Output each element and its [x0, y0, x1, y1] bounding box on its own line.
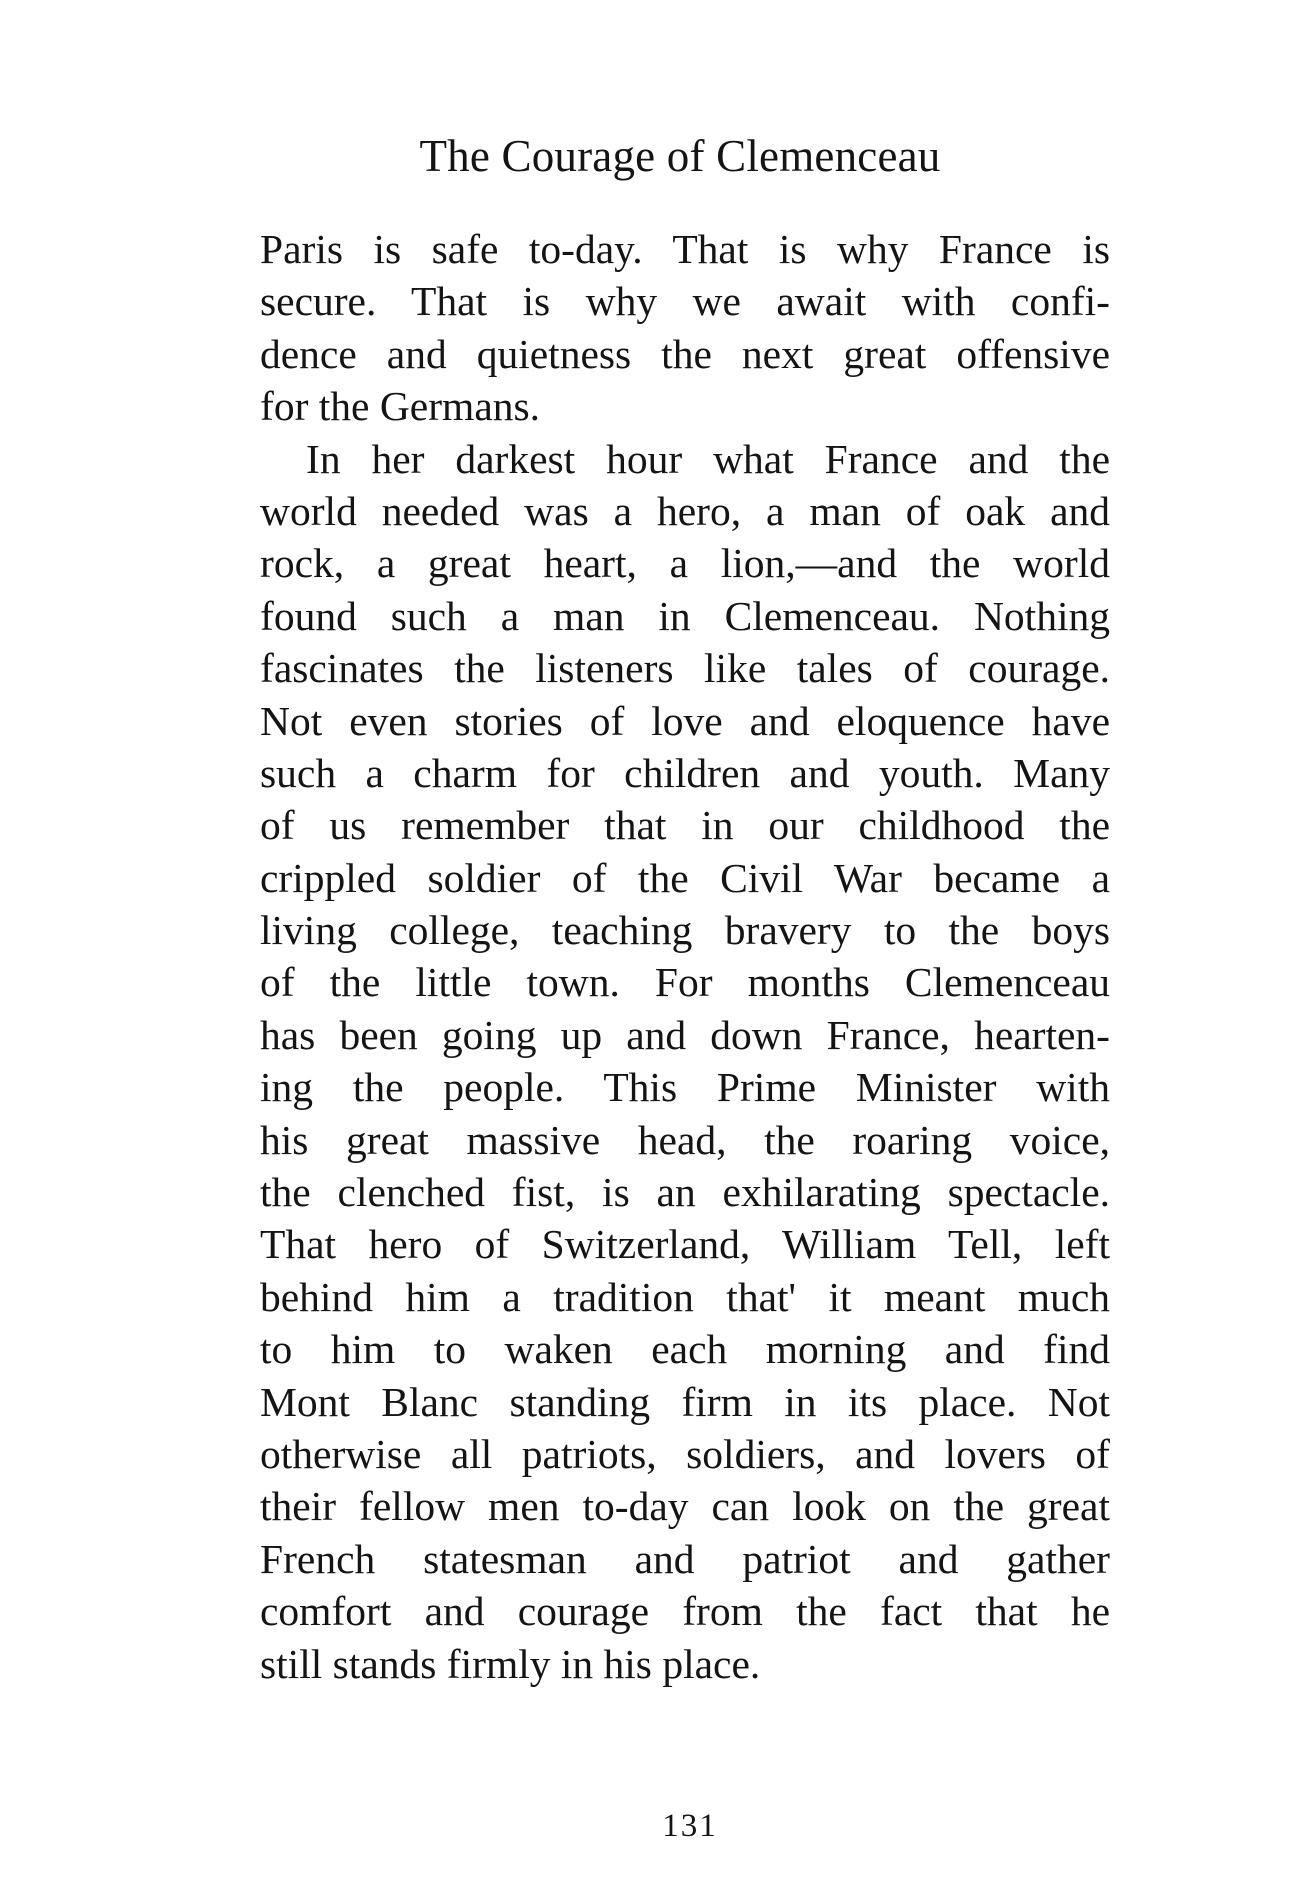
text-line: In her darkest hour what France and the [306, 435, 1110, 482]
text-line: French statesman and patriot and gather [260, 1535, 1110, 1582]
text-line: of us remember that in our childhood the [260, 802, 1110, 849]
text-line: That hero of Switzerland, William Tell, left [260, 1221, 1110, 1268]
text-line: Paris is safe to-day. That is why France is [260, 226, 1110, 272]
text-line: living college, teaching bravery to the boys [260, 907, 1110, 954]
text-line: the clenched fist, is an exhilarating spectacle. [260, 1169, 1110, 1216]
text-line: Mont Blanc standing firm in its place. Not [260, 1378, 1110, 1425]
text-line: their fellow men to-day can look on the great [260, 1483, 1110, 1530]
text-line: still stands firmly in his place. [260, 1640, 761, 1687]
text-line: otherwise all patriots, soldiers, and lovers of [260, 1430, 1110, 1477]
text-line: crippled soldier of the Civil War became a [260, 854, 1110, 901]
paragraph-2 [260, 433, 1110, 1690]
text-line: fascinates the listeners like tales of courage. [260, 645, 1110, 692]
running-title: The Courage of Clemenceau [419, 131, 941, 181]
text-line: behind him a tradition that' it meant much [260, 1273, 1110, 1320]
text-line: to him to waken each morning and find [260, 1326, 1110, 1373]
text-line: of the little town. For months Clemenceau [260, 959, 1110, 1006]
page-number: 131 [662, 1808, 718, 1844]
text-line: world needed was a hero, a man of oak and [260, 487, 1110, 534]
paragraph-1 [260, 223, 1110, 433]
text-line: found such a man in Clemenceau. Nothing [260, 592, 1110, 639]
text-line: such a charm for children and youth. Many [260, 749, 1110, 796]
text-line: his great massive head, the roaring voice, [260, 1116, 1110, 1163]
text-line: Not even stories of love and eloquence have [260, 697, 1110, 744]
text-line: comfort and courage from the fact that he [260, 1588, 1110, 1635]
text-line: ing the people. This Prime Minister with [260, 1064, 1110, 1111]
body-text [260, 223, 1110, 1690]
text-line: dence and quietness the next great offensive [260, 330, 1110, 377]
text-line: secure. That is why we await with confi- [260, 278, 1110, 325]
text-line: for the Germans. [260, 383, 541, 430]
text-line: rock, a great heart, a lion,—and the world [260, 540, 1110, 587]
text-line: has been going up and down France, hearten- [260, 1011, 1110, 1058]
